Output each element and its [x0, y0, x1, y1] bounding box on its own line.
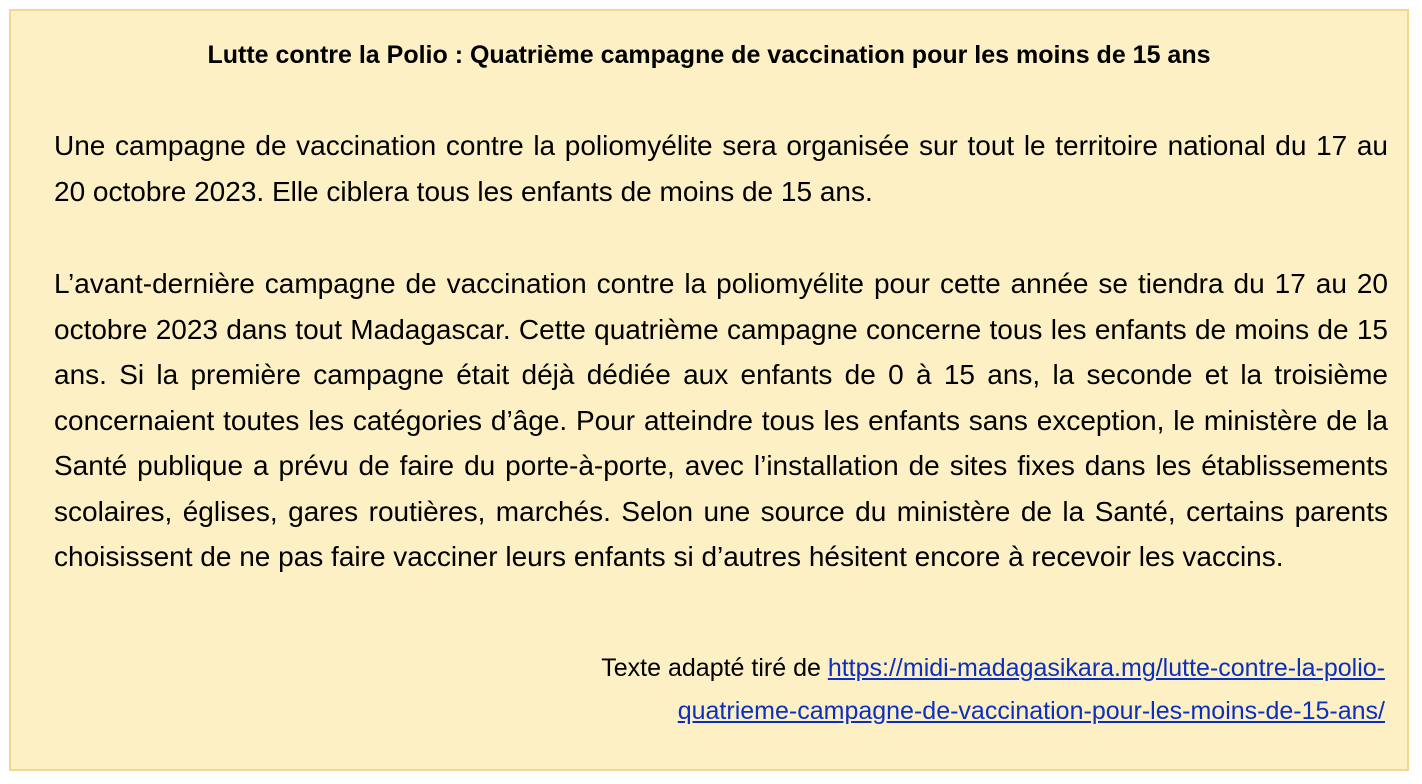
source-citation	[385, 647, 1385, 733]
source-link-line1: https://midi-madagasikara.mg/lutte-contre-la-polio-	[827, 654, 1385, 682]
article-box	[9, 9, 1409, 771]
source-link-line2: quatrieme-campagne-de-vaccination-pour-les-moins-de-15-ans/	[677, 697, 1385, 725]
article-title: Lutte contre la Polio : Quatrième campagne de vaccination pour les moins de 15 ans	[207, 41, 1211, 69]
paragraph-intro: Une campagne de vaccination contre la poliomyélite sera organisée sur tout le territoire national du 17 au 20 octobre 2023. Elle ciblera tous les enfants de moins de 15 ans.	[54, 130, 1388, 207]
source-prefix: Texte adapté tiré de	[601, 654, 828, 682]
paragraph-body: L’avant-dernière campagne de vaccination contre la poliomyélite pour cette année se tiendra du 17 au 20 octobre 2023 dans tout Madagascar. Cette quatrième campagne concerne tous les enfants de moins de 15 ans. Si la première campagne était déjà dédiée aux enfants de 0 à 15 ans, la seconde et la troisième concernaient toutes les catégories d’âge. Pour atteindre tous les enfants sans exception, le ministère de la Santé publique a prévu de faire du porte-à-porte, avec l’installation de sites fixes dans les établissements scolaires, églises, gares routières, marchés. Selon une source du ministère de la Santé, certains parents choisissent de ne pas faire vacciner leurs enfants si d’autres hésitent encore à recevoir les vaccins.	[54, 268, 1388, 572]
